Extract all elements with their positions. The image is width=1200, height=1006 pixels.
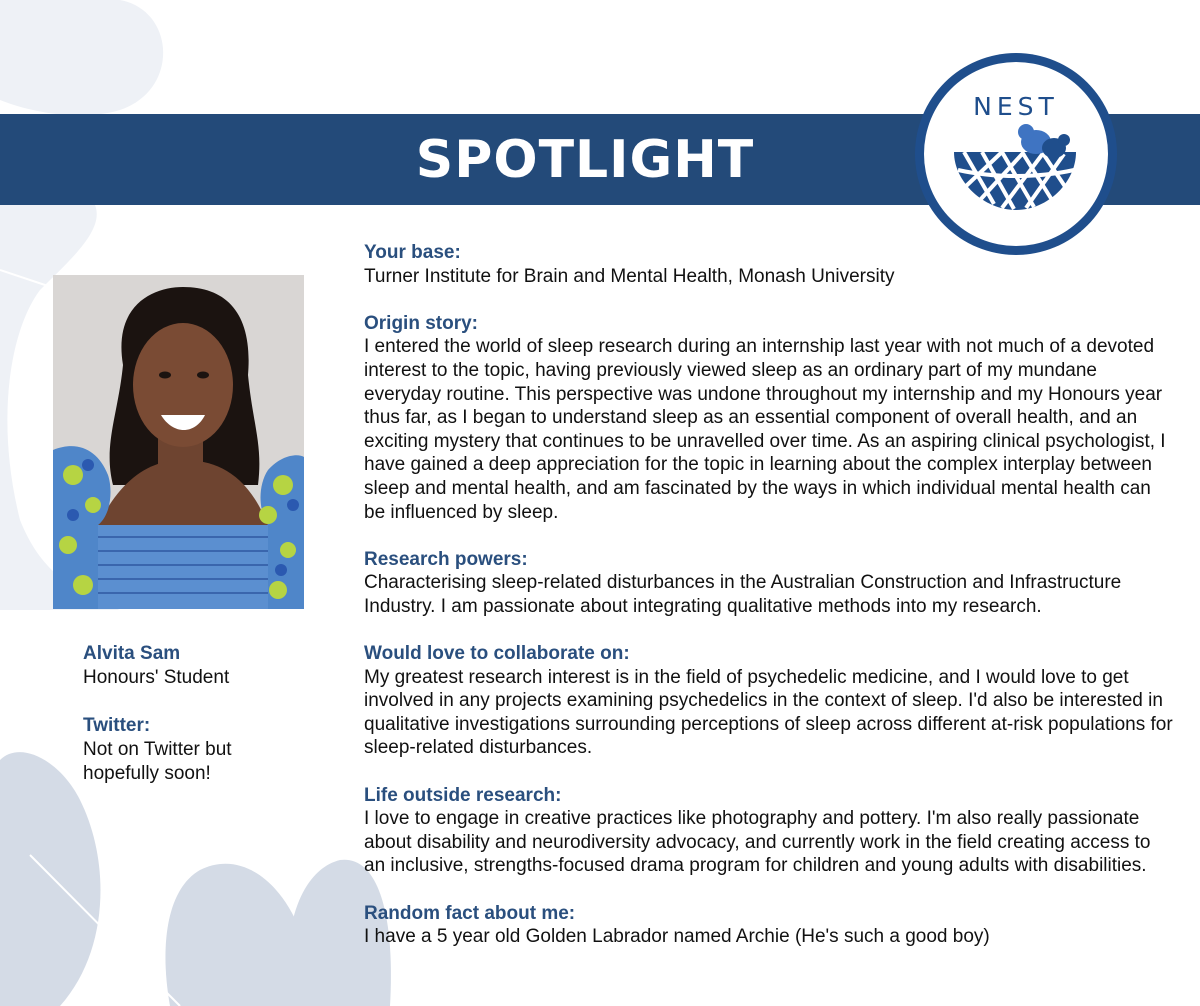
section-research-powers: [364, 548, 1174, 619]
profile-photo: [53, 275, 304, 609]
section-heading: Would love to collaborate on:: [364, 643, 630, 665]
section-heading: Random fact about me:: [364, 902, 576, 924]
section-random-fact: [364, 902, 1174, 949]
section-body: I entered the world of sleep research during an internship last year with not much of a devoted interest to the topic, having previously viewed sleep as an ordinary part of my mundane everyday routine. This perspective was undone throughout my internship and my Honours year thus far, as I began to understand sleep as an essential component of overall health, and an exciting mystery that continues to be unravelled over time. As an aspiring clinical psychologist, I have gained a deep appreciation for the topic in learning about the complex interplay between sleep and mental health, and am fascinated by the ways in which individual mental health can be influenced by sleep.: [364, 336, 1166, 523]
profile-info: [83, 642, 323, 786]
section-body: I love to engage in creative practices like photography and pottery. I'm also really passionate about disability and neurodiversity advocacy, and currently work in the field creating access to an inclusive, strengths-focused drama program for children and young adults with disabilities.: [364, 808, 1151, 877]
twitter-label: Twitter:: [83, 715, 151, 736]
section-heading: Origin story:: [364, 312, 479, 334]
page-title: SPOTLIGHT: [415, 129, 755, 190]
nest-emblem-icon: [914, 52, 1118, 256]
section-body: Turner Institute for Brain and Mental Health, Monash University: [364, 265, 895, 287]
twitter-value-line1: Not on Twitter but: [83, 739, 232, 760]
main-content: [364, 241, 1174, 972]
profile-name: Alvita Sam: [83, 643, 181, 664]
nest-logo: [914, 52, 1118, 256]
logo-text: NEST: [973, 92, 1059, 121]
section-body: My greatest research interest is in the field of psychedelic medicine, and I would love to get involved in any projects examining psychedelics in the context of sleep. I'd also be interested in qualitative investigations surrounding perceptions of sleep across different at-risk populations for sleep-related disturbances.: [364, 666, 1173, 759]
section-body: Characterising sleep-related disturbances in the Australian Construction and Infrastructure Industry. I am passionate about integrating qualitative methods into my research.: [364, 572, 1122, 617]
section-your-base: [364, 241, 1174, 288]
section-life-outside: [364, 784, 1174, 878]
section-heading: Your base:: [364, 242, 461, 263]
section-collaborate: [364, 642, 1174, 760]
section-heading: Research powers:: [364, 548, 528, 570]
section-origin-story: [364, 312, 1174, 524]
section-body: I have a 5 year old Golden Labrador named Archie (He's such a good boy): [364, 926, 990, 948]
profile-role: Honours' Student: [83, 667, 230, 688]
section-heading: Life outside research:: [364, 784, 562, 806]
twitter-value-line2: hopefully soon!: [83, 763, 211, 784]
